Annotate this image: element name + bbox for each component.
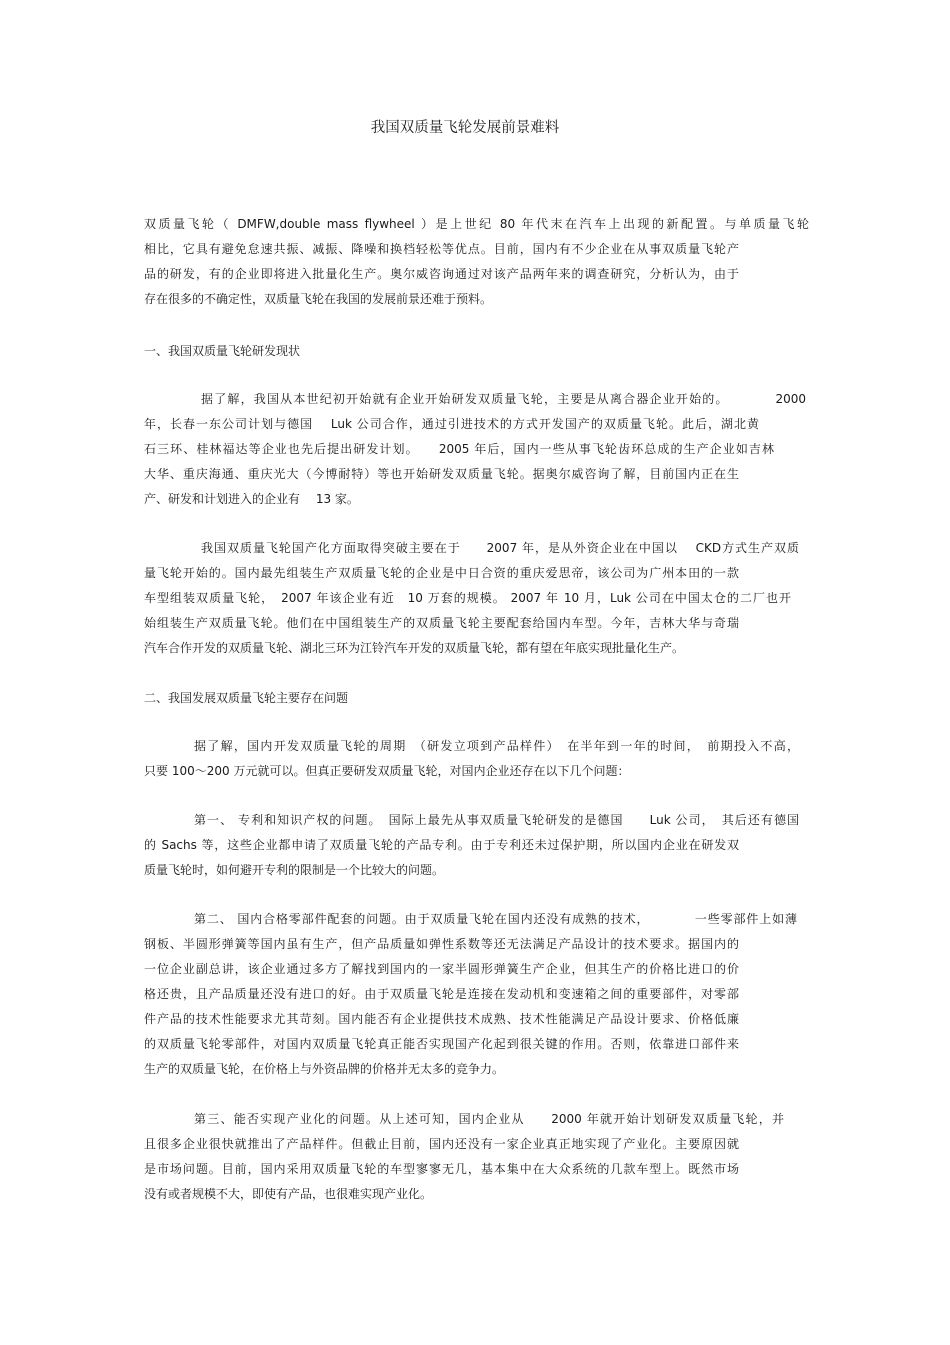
text-line: 第三、能否实现产业化的问题。从上述可知，国内企业从 2000 年就开始计划研发双质量飞轮，并 (194, 1112, 784, 1126)
section-2-paragraph-1 (144, 734, 809, 784)
text-line: 大华、重庆海通、重庆光大（今博耐特）等也开始研发双质量飞轮。据奥尔威咨询了解，目前国内正在生 (144, 467, 739, 481)
text-line: 是市场问题。目前，国内采用双质量飞轮的车型寥寥无几，基本集中在大众系统的几款车型上。既然市场 (144, 1162, 739, 1176)
text-line: 量飞轮开始的。国内最先组装生产双质量飞轮的企业是中日合资的重庆爱思帝，该公司为广州本田的一款 (144, 566, 739, 580)
text-line: 存在很多的不确定性，双质量飞轮在我国的发展前景还难于预料。 (144, 292, 493, 306)
section-2-paragraph-4 (144, 1107, 809, 1207)
document-title: 我国双质量飞轮发展前景难料 (370, 120, 560, 136)
text-line: 的 Sachs 等，这些企业都申请了双质量飞轮的产品专利。由于专利还未过保护期，所以国内企业在研发双 (144, 838, 739, 852)
text-line: 一位企业副总讲，该企业通过多方了解找到国内的一家半圆形弹簧生产企业，但其生产的价格比进口的价 (144, 962, 739, 976)
text-line: 产、研发和计划进入的企业有 13 家。 (144, 492, 359, 506)
text-line: 的双质量飞轮零部件，对国内双质量飞轮真正能否实现国产化起到很关键的作用。否则，依靠进口部件来 (144, 1037, 739, 1051)
text-line: 相比，它具有避免怠速共振、减振、降噪和换档轻松等优点。目前，国内有不少企业在从事双质量飞轮产 (144, 242, 739, 256)
text-line: 生产的双质量飞轮，在价格上与外资品牌的价格并无太多的竞争力。 (144, 1062, 505, 1076)
section-2-paragraph-2 (144, 808, 809, 883)
text-line: 质量飞轮时，如何避开专利的限制是一个比较大的问题。 (144, 863, 445, 877)
text-line: 双质量飞轮（ DMFW,double mass flywheel ）是上世纪 80 年代末在汽车上出现的新配置。与单质量飞轮 (144, 217, 809, 231)
section-2-paragraph-3 (144, 907, 809, 1082)
section-2-heading (144, 686, 809, 711)
text-line: 始组装生产双质量飞轮。他们在中国组装生产的双质量飞轮主要配套给国内车型。今年，吉林大华与奇瑞 (144, 616, 739, 630)
text-line: 据了解，我国从本世纪初开始就有企业开始研发双质量飞轮，主要是从离合器企业开始的。 2000 (201, 392, 806, 406)
section-1-paragraph-2 (144, 536, 809, 661)
section-heading: 二、我国发展双质量飞轮主要存在问题 (144, 691, 349, 705)
section-1-paragraph-1 (144, 387, 809, 512)
text-line: 第二、 国内合格零部件配套的问题。由于双质量飞轮在国内还没有成熟的技术， 一些零部件上如薄 (194, 912, 797, 926)
text-line: 格还贵，且产品质量还没有进口的好。由于双质量飞轮是连接在发动机和变速箱之间的重要部件，对零部 (144, 987, 739, 1001)
intro-paragraph (144, 212, 809, 312)
text-line: 没有或者规模不大，即使有产品，也很难实现产业化。 (144, 1187, 433, 1201)
text-line: 石三环、桂林福达等企业也先后提出研发计划。 2005 年后，国内一些从事飞轮齿环总成的生产企业如吉林 (144, 442, 774, 456)
text-line: 品的研发，有的企业即将进入批量化生产。奥尔威咨询通过对该产品两年来的调查研究，分析认为，由于 (144, 267, 739, 281)
text-line: 只要 100～200 万元就可以。但真正要研发双质量飞轮，对国内企业还存在以下几个问题： (144, 764, 630, 778)
text-line: 我国双质量飞轮国产化方面取得突破主要在于 2007 年，是从外资企业在中国以 CKD方式生产双质 (201, 541, 799, 555)
text-line: 年，长春一东公司计划与德国 Luk 公司合作，通过引进技术的方式开发国产的双质量飞轮。此后，湖北黄 (144, 417, 759, 431)
section-1-heading (144, 339, 809, 364)
text-line: 车型组装双质量飞轮， 2007 年该企业有近 10 万套的规模。 2007 年 10 月，Luk 公司在中国太仓的二厂也开 (144, 591, 791, 605)
text-line: 且很多企业很快就推出了产品样件。但截止目前，国内还没有一家企业真正地实现了产业化。主要原因就 (144, 1137, 739, 1151)
text-line: 件产品的技术性能要求尤其苛刻。国内能否有企业提供技术成熟、技术性能满足产品设计要求、价格低廉 (144, 1012, 739, 1026)
text-line: 汽车合作开发的双质量飞轮、湖北三环为江铃汽车开发的双质量飞轮，都有望在年底实现批量化生产。 (144, 641, 685, 655)
text-line: 第一、 专利和知识产权的问题。 国际上最先从事双质量飞轮研发的是德国 Luk 公司， 其后还有德国 (194, 813, 799, 827)
section-heading: 一、我国双质量飞轮研发现状 (144, 344, 301, 358)
text-line: 据了解，国内开发双质量飞轮的周期 （研发立项到产品样件） 在半年到一年的时间， 前期投入不高， (194, 739, 799, 753)
text-line: 钢板、半圆形弹簧等国内虽有生产，但产品质量如弹性系数等还无法满足产品设计的技术要求。据国内的 (144, 937, 739, 951)
